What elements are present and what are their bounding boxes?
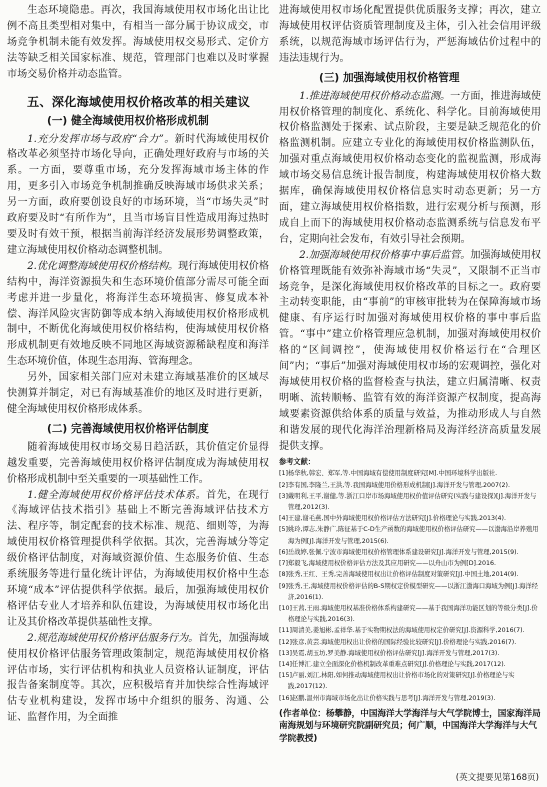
point-2-paragraph bbox=[7, 259, 269, 370]
reference-item: [9]张秀,王,海域使用权价格评估的B-S期权定价模型研究——以浙江渤海口海域为例[J].海洋经济,2016(1). bbox=[279, 582, 538, 601]
eval-point-1-paragraph bbox=[7, 488, 269, 631]
reference-item: [6]岳战婷,张佩.宁波市海域使用权价格管理体系建设研究[J].海洋开发与管理,2015(9). bbox=[279, 548, 519, 556]
reference-item: [11]周清美,姜旭彬,孟祥华.基于实物期权法的海域使用权定价研究[J].资源科学,2016(7). bbox=[279, 627, 525, 635]
reference-item: [15]卢丽,刘江,林阳,如何推动海域使用权出让价格市场化的对策研究[J].价格理论与实践,2017(12). bbox=[279, 672, 515, 691]
manage-point-1-heading: 1.推进海域使用权价格动态监测。 bbox=[299, 90, 451, 102]
manage-point-1-body: 一方面，推进海域使用权价格管理的制度化、系统化、科学化。目前海域使用权价格监测处于探索、试点阶段，主要是缺乏规范化的价格监测机制。应建立专业化的海域使用权价格监测队伍，加强对重点海域使用权价格动态变化的监视监测，形成海域市场交易信息统计报告制度，构建海域使用权价格大数据库，确保海域使用权价格信息实时动态更新；另一方面，建立海域使用权价格指数，进行宏观分析与预测，形成自上而下的海域使用权价格动态监测系统与信息发布平台，定期向社会发布，有效引导社会预期。 bbox=[279, 90, 541, 245]
subsection-1-title: (一) 健全海域使用权价格形成机制 bbox=[47, 114, 209, 127]
right-column bbox=[279, 3, 541, 746]
reference-item: [5]姚玲,谭志,朱静广,陈征基于C-D生产函数的海域使用权价格评估研究——以渤海沿岸养殖用海为例[J].海洋开发与管理,2015(6). bbox=[279, 526, 539, 545]
eval-point-1-body: 首先，在现行《海域评估技术指引》基础上不断完善海域评估技术方法、程序等，制定配套的技术标准、规范、细则等，为海域使用权价格管理提供科学依据。其次，完善海域分等定级价格评估制度，对海域资源价值、生态服务价值、生态系统服务等进行量化统计评估，为海域使用权价格中生态环境“成本”评估提供科学依据。最后，加强海域使用权价格评估专业人才培养和队伍建设，为海域使用权市场化出让及其价格改革提供基础性支撑。 bbox=[7, 489, 270, 628]
reference-item: [12]张彦,黄芸.海域使用权出让价格的国际经验比较研究[J].价格理论与实践,2016(7). bbox=[279, 638, 517, 646]
reference-item: [2]李有国,李隆兰,王洪,等.我国海域使用价格形成机制[J].海洋开发与管理,2007(2). bbox=[279, 481, 510, 489]
english-abstract-pointer: (英文提要见第168页) bbox=[455, 773, 539, 783]
eval-point-2-heading: 2.规范海域使用权价格评估服务行为。 bbox=[27, 632, 199, 644]
continued-paragraph: 进海域使用权市场化配置提供优质服务支撑；再次，建立海域使用权评估资质管理制度及主体，引入社会信用评级系统，以规范海域市场评估行为，严惩海域估价过程中的违法违规行为。 bbox=[279, 5, 541, 64]
point-1-body: 新时代海域使用权价格改革必须坚持市场化导向，正确处理好政府与市场的关系。一方面，要尊重市场，充分发挥海域市场主体的作用，更多引入市场竞争机制推确反映海域市场供求关系；另一方面，政府要创设良好的市场环境，当“市场失灵”时政府要及时“有所作为”，且当市场盲目性造成用海过热时要及时有效干预，根据当前海洋经济发展形势调整政策，建立海域使用权价格动态调整机制。 bbox=[7, 133, 270, 256]
reference-item: [7]郑毅飞,海域使用权价格评估方法及其应用研究——以舟山市为例[D].2016. bbox=[279, 560, 497, 568]
section-5-title: 五、深化海域使用权价格改革的相关建议 bbox=[27, 94, 250, 109]
manage-point-2-heading: 2.加强海域使用权价格事中事后监管。 bbox=[299, 249, 471, 261]
manage-point-2-body: 加强海域使用权价格管理既能有效弥补海域市场“失灵”，又限制不正当市场竞争，是深化海域使用权价格改革的目标之一。政府要主动转变职能，由“事前”的审核审批转为在保障海域市场健康、有序运行时加强对海域使用权价格的事中事后监管。“事中”建立价格管理应急机制，加强对海域使用权价格的“区间调控”，使海域使用权价格运行在“合理区间”内；“事后”加强对海域使用权市场的宏观调控，强化对海域使用权价格的监督检查与执法，建立归属清晰、权责明晰、流转顺畅、监管有效的海洋资源产权制度，提高海域要素资源供给体系的质量与效益，为推动形成人与自然和谐发展的现代化海洋治理新格局及海洋经济高质量发展提供支撑。 bbox=[279, 249, 542, 452]
reference-item: [8]张秀,王红、王秀,完善海域使用权出让价格评估制度对策研究[J].中国土地,2014(9). bbox=[279, 571, 519, 579]
point-2-extra-paragraph: 另外，国家相关部门应对未建立海域基准价的区域尽快测算并制定，对已有海域基准价的地区及时进行更新，健全海域使用权价格形成体系。 bbox=[7, 372, 269, 415]
intro-paragraph: 生态环境隐患。再次，我国海域使用权市场化出让比例不高且类型相对集中，有相当一部分属于协议成交，市场竞争机制未能有效发挥。海域使用权交易形式、定价方法等缺乏相关国家标准、规范，管理部门也难以及时掌握市场交易价格并动态监管。 bbox=[7, 5, 269, 80]
eval-point-2-body: 首先，加强海域使用权价格评估服务管理政策制定，规范海域使用权价格评估市场，实行评估机构和执业人员资格认证制度，评估报告备案制度等。其次，应积极培育并加快综合性海域评估专业机构建设，发挥市场中介组织的服务、沟通、公证、监督作用，为全面推 bbox=[7, 632, 270, 724]
subsection-2-title: (二) 完善海域使用权价格评估制度 bbox=[47, 422, 209, 435]
reference-item: [16]赵鹏,温州市海域市场化出让价格实践与思考[J].海洋开发与管理,2019(3). bbox=[279, 694, 496, 702]
author-affiliation: (作者单位：杨攀静，中国海洋大学海洋与大气学院博士，国家海洋局南海规划与环境研究院副研究员；何广顺，中国海洋大学海洋与大气学院教授) bbox=[279, 708, 541, 744]
point-2-heading: 2.优化调整海域使用权价格结构。 bbox=[27, 260, 179, 272]
left-column bbox=[7, 3, 269, 726]
reference-item: [10]王茜,王雨.海域使用权基准价格体系构建研究——基于我国海洋功能区划的等级分类[J].价格理论与实践,2016(3). bbox=[279, 604, 538, 624]
reference-item: [14]任博汇.建立全面深化价格机制改革重难点研究[J].价格理论与实践,2017(12). bbox=[279, 660, 506, 668]
reference-item: [3]戴明利,王平,谢健,等.浙江口岸市场海域使用权价值评估研究(实践与建设探)[J].海洋开发与管理,2012(3). bbox=[279, 492, 537, 512]
point-1-paragraph bbox=[7, 132, 269, 259]
manage-point-2-paragraph bbox=[279, 248, 541, 455]
references bbox=[279, 457, 541, 703]
subsection-2-intro: 随着海域使用权市场交易日趋活跃，其价值定价显得越发重要，完善海域使用权价格评估制度成为海域使用权价格形成机制中至关重要的一项基础性工作。 bbox=[7, 441, 269, 485]
reference-item: [4]王建,谢毛燕,国中外海域使用权价格评估方法研究[J].价格理论与实践,2013(4). bbox=[279, 515, 506, 523]
references-title: 参考文献： bbox=[279, 457, 315, 467]
eval-point-1-heading: 1.健全海域使用权价格评估技术体系。 bbox=[27, 489, 207, 501]
manage-point-1-paragraph bbox=[279, 89, 541, 248]
reference-item: [13]吴霓,胡玉坊,罗美静.海域使用权价格评估研究[J].海洋开发与管理,2017(3). bbox=[279, 649, 500, 657]
point-2-body: 现行海域使用权价格结构中，海洋资源损失和生态环境价值部分需尽可能全面考虑并进一步量化，将海洋生态环境损害、修复成本补偿、海洋风险灾害防御等成本纳入海域使用权价格形成机制中，不断优化海域使用权价格结构，使海域使用权价格形成机制更有效地反映不同地区海域资源稀缺程度和海洋生态环境价值，体现生态用海、管海理念。 bbox=[7, 260, 269, 368]
point-1-heading: 1.充分发挥市场与政府“合力”。 bbox=[27, 133, 175, 145]
subsection-3-title: (三) 加强海域使用权价格管理 bbox=[319, 71, 460, 84]
reference-item: [1]杨华秋,韩宏、郑军,等.中国海域有偿使用制度研究[M].中国环境科学出版社. bbox=[279, 470, 498, 478]
eval-point-2-paragraph bbox=[7, 631, 269, 726]
